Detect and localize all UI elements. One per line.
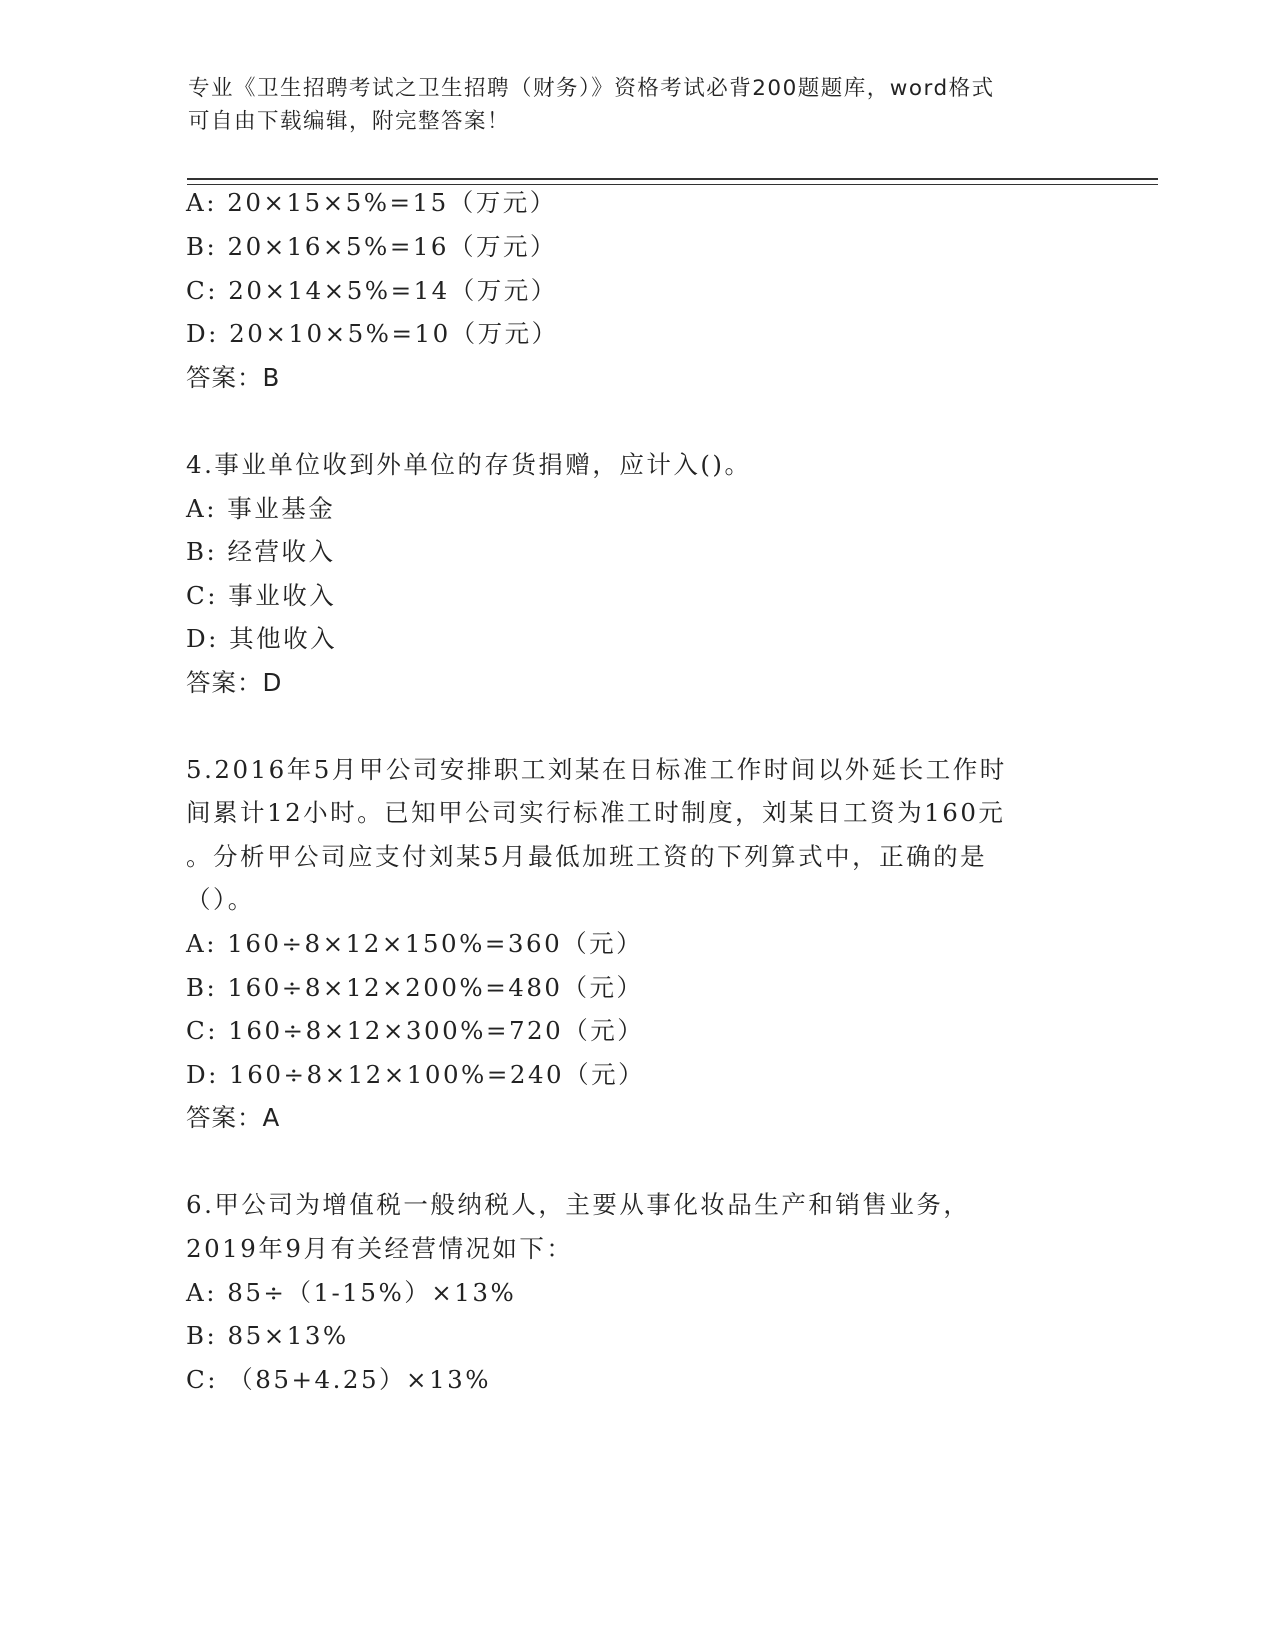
header-rule-thin (187, 184, 1158, 185)
q3-answer: 答案：B (186, 363, 281, 392)
q4-option-a: A: 事业基金 (186, 494, 336, 523)
q5-option-a: A: 160÷8×12×150%=360（元） (186, 929, 644, 958)
q3-option-b: B: 20×16×5%=16（万元） (186, 232, 558, 261)
q5-option-c: C: 160÷8×12×300%=720（元） (186, 1016, 645, 1045)
q5-stem-line-2: 间累计12小时。已知甲公司实行标准工时制度，刘某日工资为160元 (186, 798, 1006, 827)
header-rule-thick (187, 178, 1158, 180)
q5-stem-line-1: 5.2016年5月甲公司安排职工刘某在日标准工作时间以外延长工作时 (186, 755, 1007, 784)
document-header (188, 72, 1088, 138)
q6-option-b: B: 85×13% (186, 1321, 349, 1350)
q4-option-d: D: 其他收入 (186, 624, 338, 653)
q5-stem-line-4: （）。 (186, 885, 255, 914)
q3-option-a: A: 20×15×5%=15（万元） (186, 188, 557, 217)
q6-stem-line-1: 6.甲公司为增值税一般纳税人，主要从事化妆品生产和销售业务， (186, 1190, 971, 1219)
q4-option-c: C: 事业收入 (186, 581, 337, 610)
q4-answer: 答案：D (186, 668, 283, 697)
q5-option-b: B: 160÷8×12×200%=480（元） (186, 973, 644, 1002)
header-line-2: 可自由下载编辑，附完整答案！ (188, 109, 511, 134)
header-line-1: 专业《卫生招聘考试之卫生招聘（财务）》资格考试必背200题题库，word格式 (188, 76, 995, 101)
q3-option-d: D: 20×10×5%=10（万元） (186, 319, 559, 348)
q6-option-c: C: （85+4.25）×13% (186, 1365, 492, 1394)
q3-option-c: C: 20×14×5%=14（万元） (186, 276, 558, 305)
q5-answer: 答案：A (186, 1103, 281, 1132)
q6-stem-line-2: 2019年9月有关经营情况如下： (186, 1234, 574, 1263)
q4-option-b: B: 经营收入 (186, 537, 336, 566)
q5-stem-line-3: 。分析甲公司应支付刘某5月最低加班工资的下列算式中，正确的是 (186, 842, 988, 871)
q6-option-a: A: 85÷（1-15%）×13% (186, 1278, 517, 1307)
q4-stem: 4.事业单位收到外单位的存货捐赠，应计入()。 (186, 450, 752, 479)
q5-option-d: D: 160÷8×12×100%=240（元） (186, 1060, 646, 1089)
